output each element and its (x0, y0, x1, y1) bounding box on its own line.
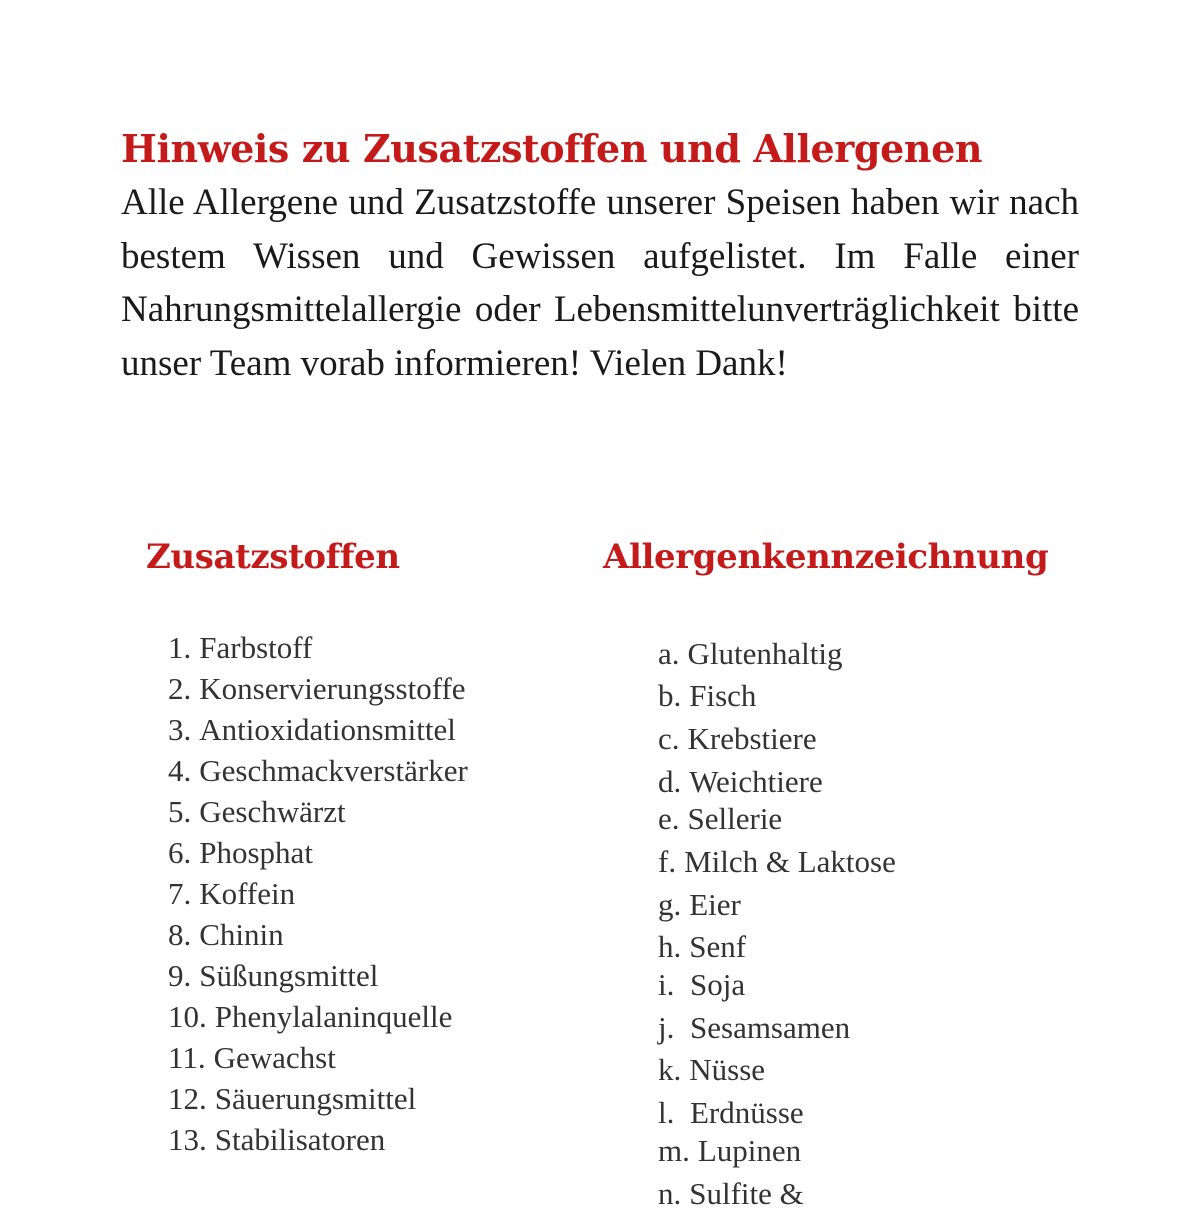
list-label: Sulfite & (689, 1176, 804, 1211)
list-label: Chinin (199, 917, 284, 952)
list-item (658, 721, 817, 757)
list-marker: 5. (168, 794, 192, 829)
list-marker: 2. (168, 671, 192, 706)
notice-body: Alle Allergene und Zusatzstoffe unserer Speisen haben wir nach bestem Wissen und Gewissen aufgelistet. Im Falle einer Nahrungsmittelallergie oder Lebensmittelunverträglichkeit bitte unser Team vorab informieren! Vielen Dank! (121, 182, 1079, 384)
list-item (658, 887, 741, 923)
list-label: Fisch (689, 678, 757, 713)
additives-heading: Zusatzstoffen (146, 537, 400, 577)
allergens-list (658, 0, 1178, 1211)
list-marker: 12. (168, 1081, 207, 1116)
list-marker: m. (658, 1133, 690, 1168)
list-item (168, 753, 468, 789)
list-label: Erdnüsse (690, 1095, 804, 1130)
list-item (658, 764, 823, 800)
list-label: Glutenhaltig (687, 636, 843, 671)
list-label: Phenylalaninquelle (214, 999, 453, 1034)
list-item (658, 1095, 804, 1131)
list-marker: 8. (168, 917, 192, 952)
list-item (168, 958, 378, 994)
list-item (658, 967, 745, 1003)
list-label: Phosphat (199, 835, 313, 870)
list-item (168, 1122, 385, 1158)
list-marker: 10. (168, 999, 207, 1034)
list-label: Senf (689, 929, 747, 964)
list-item (658, 1052, 765, 1088)
list-label: Antioxidationsmittel (199, 712, 456, 747)
list-item (658, 636, 843, 672)
list-label: Krebstiere (687, 721, 817, 756)
list-marker: c. (658, 721, 680, 756)
list-label: Säuerungsmittel (214, 1081, 417, 1116)
list-marker: 7. (168, 876, 192, 911)
list-marker: l. (658, 1095, 675, 1130)
list-label: Lupinen (697, 1133, 802, 1168)
list-label: Koffein (199, 876, 296, 911)
list-item (658, 1176, 804, 1212)
list-marker: n. (658, 1176, 682, 1211)
list-item (168, 999, 452, 1035)
list-label: Sellerie (687, 801, 783, 836)
list-item (168, 1040, 336, 1076)
list-label: Süßungsmittel (199, 958, 379, 993)
list-item (658, 678, 756, 714)
list-item (658, 1133, 801, 1169)
list-marker: h. (658, 929, 682, 964)
list-marker: i. (658, 967, 675, 1002)
list-item (168, 712, 456, 748)
list-item (168, 630, 312, 666)
list-marker: 9. (168, 958, 192, 993)
list-marker: 3. (168, 712, 192, 747)
list-label: Geschwärzt (199, 794, 346, 829)
list-marker: 13. (168, 1122, 207, 1157)
list-marker: b. (658, 678, 682, 713)
list-label: Weichtiere (689, 764, 823, 799)
list-marker: f. (658, 844, 677, 879)
allergens-heading: Allergenkennzeichnung (603, 537, 1049, 577)
list-marker: 11. (168, 1040, 206, 1075)
notice-title: Hinweis zu Zusatzstoffen und Allergenen (121, 126, 983, 171)
list-marker: k. (658, 1052, 682, 1087)
list-label: Konservierungsstoffe (199, 671, 466, 706)
list-label: Milch & Laktose (684, 844, 896, 879)
list-marker: a. (658, 636, 680, 671)
list-marker: g. (658, 887, 682, 922)
list-item (658, 801, 782, 837)
list-item (658, 1010, 850, 1046)
list-label: Eier (689, 887, 741, 922)
list-item (168, 1081, 416, 1117)
additives-list (168, 0, 588, 1200)
list-item (658, 844, 896, 880)
list-item (658, 929, 746, 965)
list-item (168, 794, 346, 830)
list-label: Farbstoff (199, 630, 313, 665)
list-item (168, 917, 284, 953)
list-label: Soja (690, 967, 746, 1002)
list-marker: j. (658, 1010, 675, 1045)
list-item (168, 671, 466, 707)
list-marker: e. (658, 801, 680, 836)
list-label: Gewachst (213, 1040, 336, 1075)
list-label: Sesamsamen (690, 1010, 851, 1045)
list-label: Geschmackverstärker (199, 753, 468, 788)
list-marker: 6. (168, 835, 192, 870)
list-marker: 1. (168, 630, 192, 665)
list-label: Stabilisatoren (214, 1122, 386, 1157)
list-label: Nüsse (689, 1052, 766, 1087)
list-item (168, 835, 313, 871)
list-marker: d. (658, 764, 682, 799)
list-marker: 4. (168, 753, 192, 788)
list-item (168, 876, 295, 912)
